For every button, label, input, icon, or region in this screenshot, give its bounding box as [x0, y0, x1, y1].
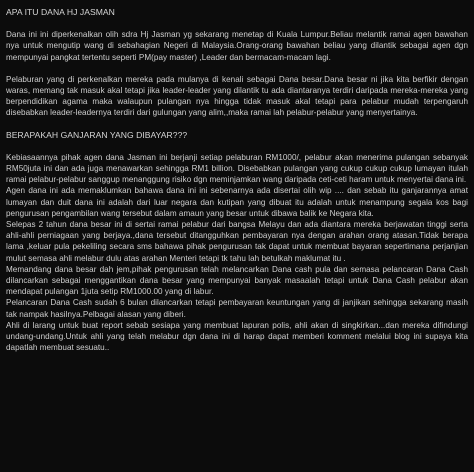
paragraph-ahli-dilarang: Ahli di larang untuk buat report sebab sesiapa yang membuat lapuran polis, ahli akan di singkirkan...dan mereka difindungi undang-undang.Untuk ahli yang telah melabur dgn dana ini di harap dapat memberi komment melalui blog ini supaya kita dapatlah membuat sesuatu..	[6, 320, 468, 353]
paragraph-dana-cash: Memandang dana besar dah jem,pihak pengurusan telah melancarkan Dana cash pula dan semasa pelancaran Dana Cash dilancarkan sebagai menggantikan dana besar yang mempunyai banyak masaalah tetapi untuk Dana Cash pelabur akan mendapat pulangan 1juta setip RM1000.00 yang di labur.	[6, 264, 468, 297]
section-heading-apa-itu: APA ITU DANA HJ JASMAN	[6, 7, 115, 17]
spacer	[6, 141, 468, 152]
paragraph-agen-dana: Agen dana ini ada memaklumkan bahawa dana ini ini sebenarnya ada disertai olih wip .... dan sebab itu ganjarannya amat lumayan dan duit dana ini adalah dari luar negara dan kutipan yang dibuat itu adalah untuk menampung segala kos bagi pengurusan pengambilan wang tersebut dalam amaun yang besar untuk dibawa balik ke Negara kita.	[6, 186, 468, 218]
section-heading-ganjaran: BERAPAKAH GANJARAN YANG DIBAYAR???	[6, 129, 188, 140]
spacer	[6, 18, 468, 29]
paragraph-intro: Dana ini ini diperkenalkan olih sdra Hj Jasman yg sekarang menetap di Kuala Lumpur.Beliau melantik ramai agen bawahan nya untuk mengutip wang di sebahagian Negeri di Malaysia.Orang-orang bawahan beliau yang dilantik sebagai agen dgn mempunyai pangkat tertentu seperti PM(pay master) ,Leader dan bermacam-macam lagi.	[6, 30, 468, 62]
paragraph-selepas-2-tahun: Selepas 2 tahun dana besar ini di sertai ramai pelabur dari bangsa Melayu dan ada diantara mereka berjawatan tinggi serta ahli-ahli perniagaan yang berjaya.,dana tersebut ditangguhkan pembayaran nya dengan arahan orang atasan.Tidak berapa lama ,keluar pula pekeliling secara sms bahawa pihak pengurusan tak dapat untuk membuat bayaran sepertimana perjanjian mulut semasa ahli melabur dulu atas arahan Menteri tetapi tk tahu lah betulkah maklumat itu .	[6, 220, 468, 263]
paragraph-dana-besar: Pelaburan yang di perkenalkan mereka pada mulanya di kenali sebagai Dana besar.Dana besar ni jika kita berfikir dengan waras, memang tak masuk akal tetapi jika leader-leader yang dilantik tu ada diantaranya terdiri daripada mereka-mereka yang berpendidikan agama maka walaupun pulangan nya hingga tidak masuk akal tetapi para pelabur mudah terpengaruh disebabkan leader-leadernya terdiri dari gulungan yang alim,,maka ramai lah pelabur-pelabur yang menyertainya.	[6, 74, 468, 118]
paragraph-pelancaran: Pelancaran Dana Cash sudah 6 bulan dilancarkan tetapi pembayaran keuntungan yang di janjikan sehingga sekarang masih tak nampak hasilnya.Pelbagai alasan yang diberi.	[6, 298, 468, 319]
paragraph-kebiasaan: Kebiasaannya pihak agen dana Jasman ini berjanji setiap pelaburan RM1000/, pelabur akan menerima pulangan sebanyak RM50juta ini dan ada juga menawarkan sehingga RM1 billion. Disebabkan pulangan yang cukup cukup cukup lumayan itulah ramai pelabur-pelabur sanggup menanggung risiko dgn meminjamkan wang daripada ceti-ceti haram untuk menyertai dana ini.	[6, 152, 468, 185]
